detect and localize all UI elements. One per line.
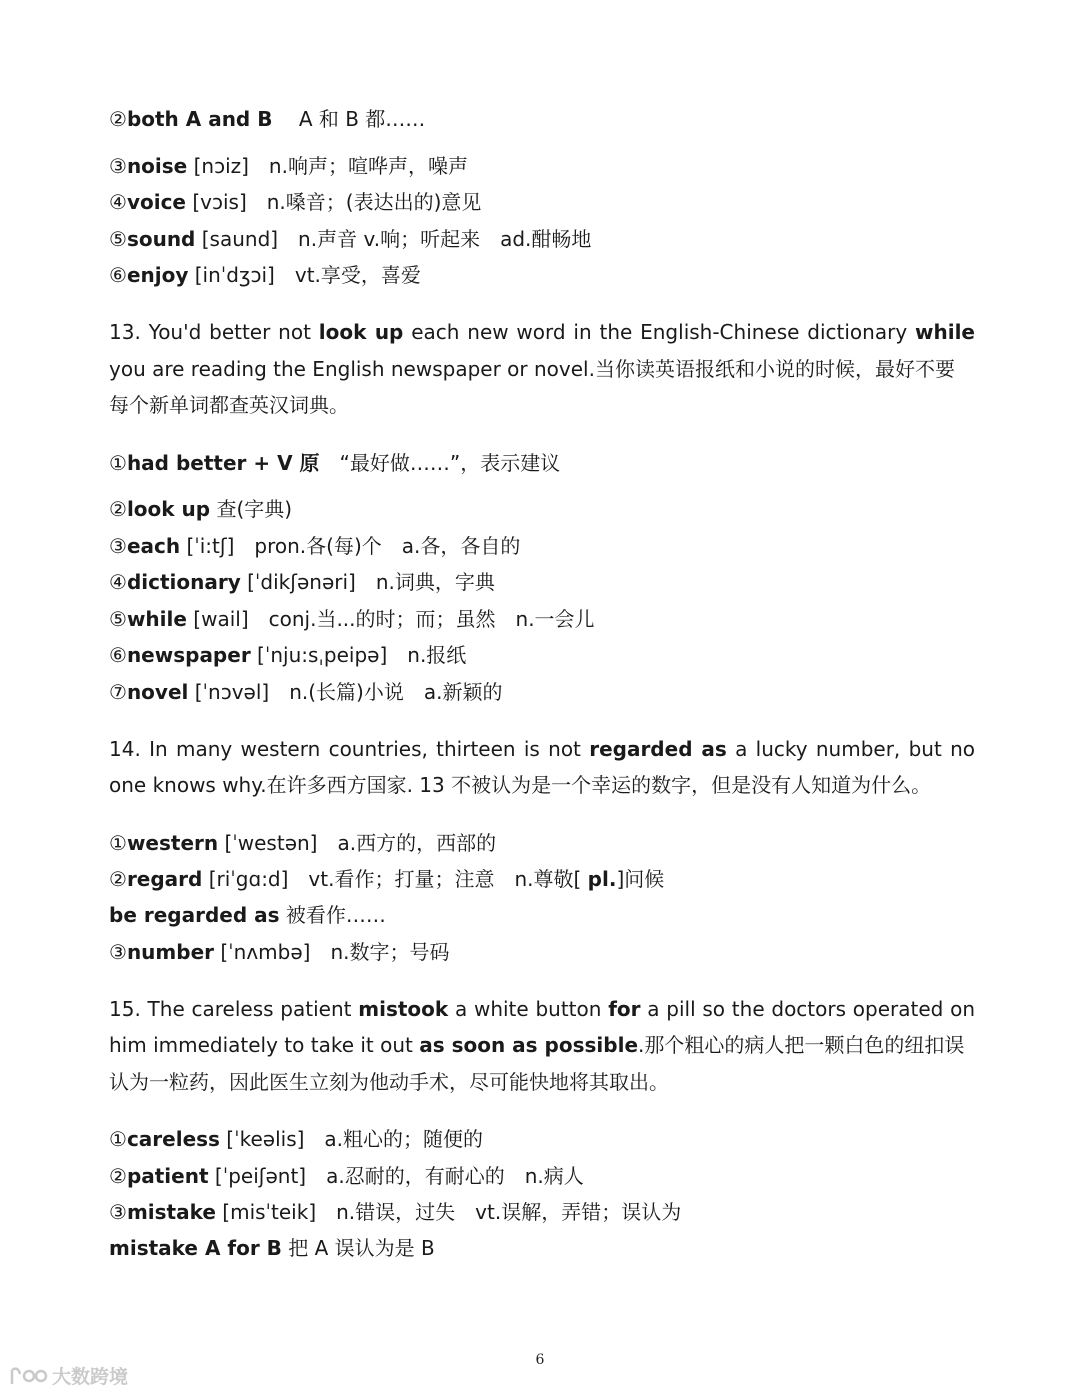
text-segment: ④ (109, 570, 127, 594)
vocab-line-novel (109, 681, 975, 703)
vocab-line-noise (109, 155, 975, 177)
text-segment: [saund] n.声音 v.响；听起来 ad.酣畅地 (195, 227, 592, 251)
bold-term: while (126, 607, 187, 631)
bold-term: look up (318, 320, 404, 344)
text-segment: ② (109, 1164, 127, 1188)
text-segment: [riˈgɑ:d] vt.看作；打量；注意 n.尊敬[ (202, 867, 588, 891)
text-segment: [ˈnʌmbə] n.数字；号码 (214, 940, 450, 964)
vocab-line-be-regarded-as (109, 904, 975, 926)
bold-term: dictionary (126, 570, 241, 594)
vocab-line-newspaper (109, 644, 975, 666)
text-segment: ⑦ (109, 680, 127, 704)
bold-term: sound (126, 227, 196, 251)
vocab-line-had-better (109, 452, 975, 474)
text-segment: ③ (109, 154, 127, 178)
bold-term: mistake A for B (109, 1236, 282, 1260)
text-segment: ⑥ (109, 263, 127, 287)
text-segment: .那个粗心的病人把一颗白色的纽扣误 (638, 1033, 965, 1057)
sentence-13-line-3 (109, 394, 975, 416)
bold-term: western (126, 831, 219, 855)
text-segment: each new word in the English-Chinese dictionary (403, 320, 915, 344)
page-number: 6 (535, 1352, 545, 1368)
bold-term: for (608, 997, 641, 1021)
bold-term: be regarded as (109, 903, 280, 927)
vocab-line-voice (109, 191, 975, 213)
watermark (8, 1362, 128, 1389)
text-segment: A 和 B 都…… (272, 107, 426, 131)
text-segment: [misˈteik] n.错误，过失 vt.误解，弄错；误认为 (215, 1200, 682, 1224)
text-segment: ① (109, 1127, 127, 1151)
text-segment: 13. You'd better not (109, 320, 319, 344)
text-segment: 每个新单词都查英汉词典。 (109, 393, 349, 417)
text-segment: [ˈdikʃənəri] n.词典，字典 (240, 570, 495, 594)
text-segment: 14. In many western countries, thirteen is not (109, 737, 590, 761)
bold-term: patient (126, 1164, 209, 1188)
bold-term: pl. (587, 867, 617, 891)
text-segment: one knows why.在许多西方国家. 13 不被认为是一个幸运的数字，但是没有人知道为什么。 (109, 773, 932, 797)
text-segment: [ˈkeəlis] a.粗心的；随便的 (219, 1127, 484, 1151)
text-segment: a white button (448, 997, 609, 1021)
bold-term: enjoy (126, 263, 189, 287)
bold-term: each (126, 534, 181, 558)
text-segment: [ˈpeiʃənt] a.忍耐的，有耐心的 n.病人 (208, 1164, 584, 1188)
vocab-line-dictionary (109, 571, 975, 593)
text-segment: ④ (109, 190, 127, 214)
vocab-line-regard (109, 868, 975, 890)
bold-term: newspaper (126, 643, 251, 667)
text-segment: you are reading the English newspaper or novel.当你读英语报纸和小说的时候，最好不要 (109, 357, 955, 381)
sentence-14-line-2 (109, 774, 975, 796)
text-segment: ① (109, 451, 127, 475)
vocab-line-enjoy (109, 264, 975, 286)
watermark-text: 大数跨境 (52, 1366, 129, 1388)
text-segment: 查(字典) (210, 497, 293, 521)
vocab-line-mistake (109, 1201, 975, 1223)
bold-term: voice (126, 190, 186, 214)
bold-term: regard (126, 867, 203, 891)
text-segment: ⑥ (109, 643, 127, 667)
text-segment: “最好做……”，表示建议 (319, 451, 561, 475)
text-segment: him immediately to take it out (109, 1033, 420, 1057)
text-segment: [nɔiz] n.响声；喧哗声，噪声 (187, 154, 468, 178)
bold-term: while (915, 320, 975, 344)
bold-term: mistook (358, 997, 449, 1021)
vocab-line-careless (109, 1128, 975, 1150)
vocab-line-each (109, 535, 975, 557)
text-segment: ]问候 (616, 867, 665, 891)
watermark-logo-icon (8, 1364, 48, 1388)
text-segment: 把 A 误认为是 B (281, 1236, 435, 1260)
text-segment: [ˈi:tʃ] pron.各(每)个 a.各，各自的 (180, 534, 521, 558)
text-segment: ② (109, 497, 127, 521)
bold-term: number (126, 940, 214, 964)
bold-term: as soon as possible (419, 1033, 639, 1057)
bold-term: novel (126, 680, 189, 704)
text-segment: ② (109, 107, 127, 131)
vocab-line-number (109, 941, 975, 963)
vocab-line-western (109, 832, 975, 854)
text-segment: ⑤ (109, 227, 127, 251)
text-segment: ③ (109, 940, 127, 964)
text-segment: ① (109, 831, 127, 855)
sentence-15-line-3 (109, 1071, 975, 1093)
text-segment: [inˈdʒɔi] vt.享受，喜爱 (188, 263, 421, 287)
bold-term: careless (126, 1127, 220, 1151)
sentence-13-line-1 (109, 321, 975, 343)
vocab-line-both-a-and-b (109, 108, 975, 130)
bold-term: look up (126, 497, 211, 521)
bold-term: noise (126, 154, 188, 178)
text-segment: ③ (109, 534, 127, 558)
text-segment: [vɔis] n.嗓音；(表达出的)意见 (186, 190, 482, 214)
sentence-14-line-1 (109, 738, 975, 760)
text-segment: [ˈwestən] a.西方的，西部的 (218, 831, 497, 855)
vocab-line-patient (109, 1165, 975, 1187)
text-segment: a lucky number, but no (726, 737, 976, 761)
text-segment: 被看作…… (279, 903, 386, 927)
text-segment: ⑤ (109, 607, 127, 631)
bold-term: mistake (126, 1200, 216, 1224)
bold-term: both A and B (126, 107, 273, 131)
vocab-line-mistake-a-for-b (109, 1237, 975, 1259)
text-segment: [ˈnju:sˌpeipə] n.报纸 (250, 643, 467, 667)
sentence-13-line-2 (109, 358, 975, 380)
vocab-line-look-up (109, 498, 975, 520)
text-segment: ② (109, 867, 127, 891)
text-segment: 15. The careless patient (109, 997, 359, 1021)
text-segment: ③ (109, 1200, 127, 1224)
sentence-15-line-1 (109, 998, 975, 1020)
text-segment: a pill so the doctors operated on (640, 997, 976, 1021)
vocab-line-while (109, 608, 975, 630)
vocab-line-sound (109, 228, 975, 250)
text-segment: [ˈnɔvəl] n.(长篇)小说 a.新颖的 (188, 680, 503, 704)
text-segment: [wail] conj.当...的时；而；虽然 n.一会儿 (186, 607, 595, 631)
bold-term: regarded as (589, 737, 727, 761)
sentence-15-line-2 (109, 1034, 975, 1056)
text-segment: 认为一粒药，因此医生立刻为他动手术，尽可能快地将其取出。 (109, 1070, 669, 1094)
bold-term: had better + V 原 (126, 451, 320, 475)
